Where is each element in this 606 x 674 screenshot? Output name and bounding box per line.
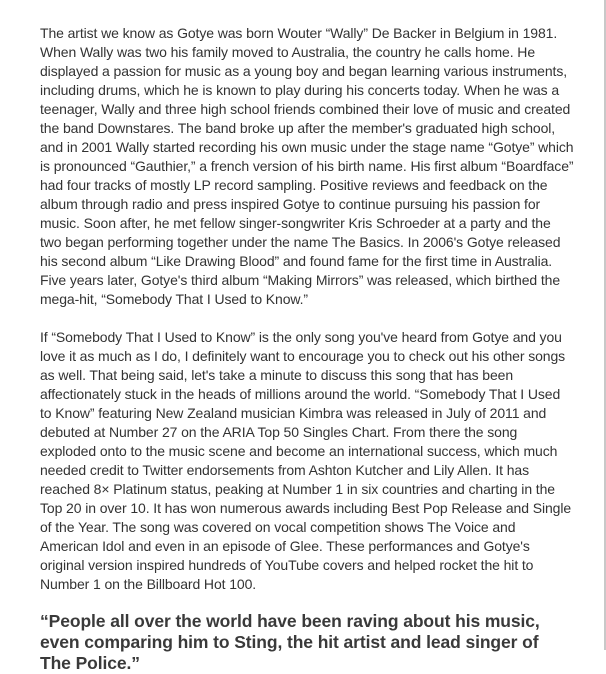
article-paragraph-song: If “Somebody That I Used to Know” is the only song you've heard from Gotye and you love it as much as I do, I definitely want to encourage you to check out his other songs as well. That being said, let's take a minute to discuss this song that has been affectionately stuck in the heads of millions around the world. “Somebody That I Used to Know” featuring New Zealand musician Kimbra was released in July of 2011 and debuted at Number 27 on the ARIA Top 50 Singles Chart. From there the song exploded onto to the music scene and become an international success, which much needed credit to Twitter endorsements from Ashton Kutcher and Lily Allen. It has reached 8× Platinum status, peaking at Number 1 in six countries and charting in the Top 20 in over 10. It has won numerous awards including Best Pop Release and Single of the Year. The song was covered on vocal competition shows The Voice and American Idol and even in an episode of Glee. These performances and Gotye's original version inspired hundreds of YouTube covers and helped rocket the hit to Number 1 on the Billboard Hot 100.: [40, 329, 572, 592]
pull-quote: “People all over the world have been raving about his music, even comparing him to Sting, the hit artist and lead singer of The Police.”: [40, 611, 540, 673]
article-body: [40, 24, 574, 674]
article-paragraph-biography: The artist we know as Gotye was born Wouter “Wally” De Backer in Belgium in 1981. When Wally was two his family moved to Australia, the country he calls home. He displayed a passion for music as a young boy and began learning various instruments, including drums, which he is known to play during his concerts today. When he was a teenager, Wally and three high school friends combined their love of music and created the band Downstares. The band broke up after the member's graduated high school, and in 2001 Wally started recording his own music under the stage name “Gotye” which is pronounced “Gauthier,” a french version of his birth name. His first album “Boardface” had four tracks of mostly LP record sampling. Positive reviews and feedback on the album through radio and press inspired Gotye to continue pursuing his passion for music. Soon after, he met fellow singer-songwriter Kris Schroeder at a party and the two began performing together under the name The Basics. In 2006's Gotye released his second album “Like Drawing Blood” and found fame for the first time in Australia. Five years later, Gotye's third album “Making Mirrors” was released, which birthed the mega-hit, “Somebody That I Used to Know.”: [40, 25, 574, 307]
